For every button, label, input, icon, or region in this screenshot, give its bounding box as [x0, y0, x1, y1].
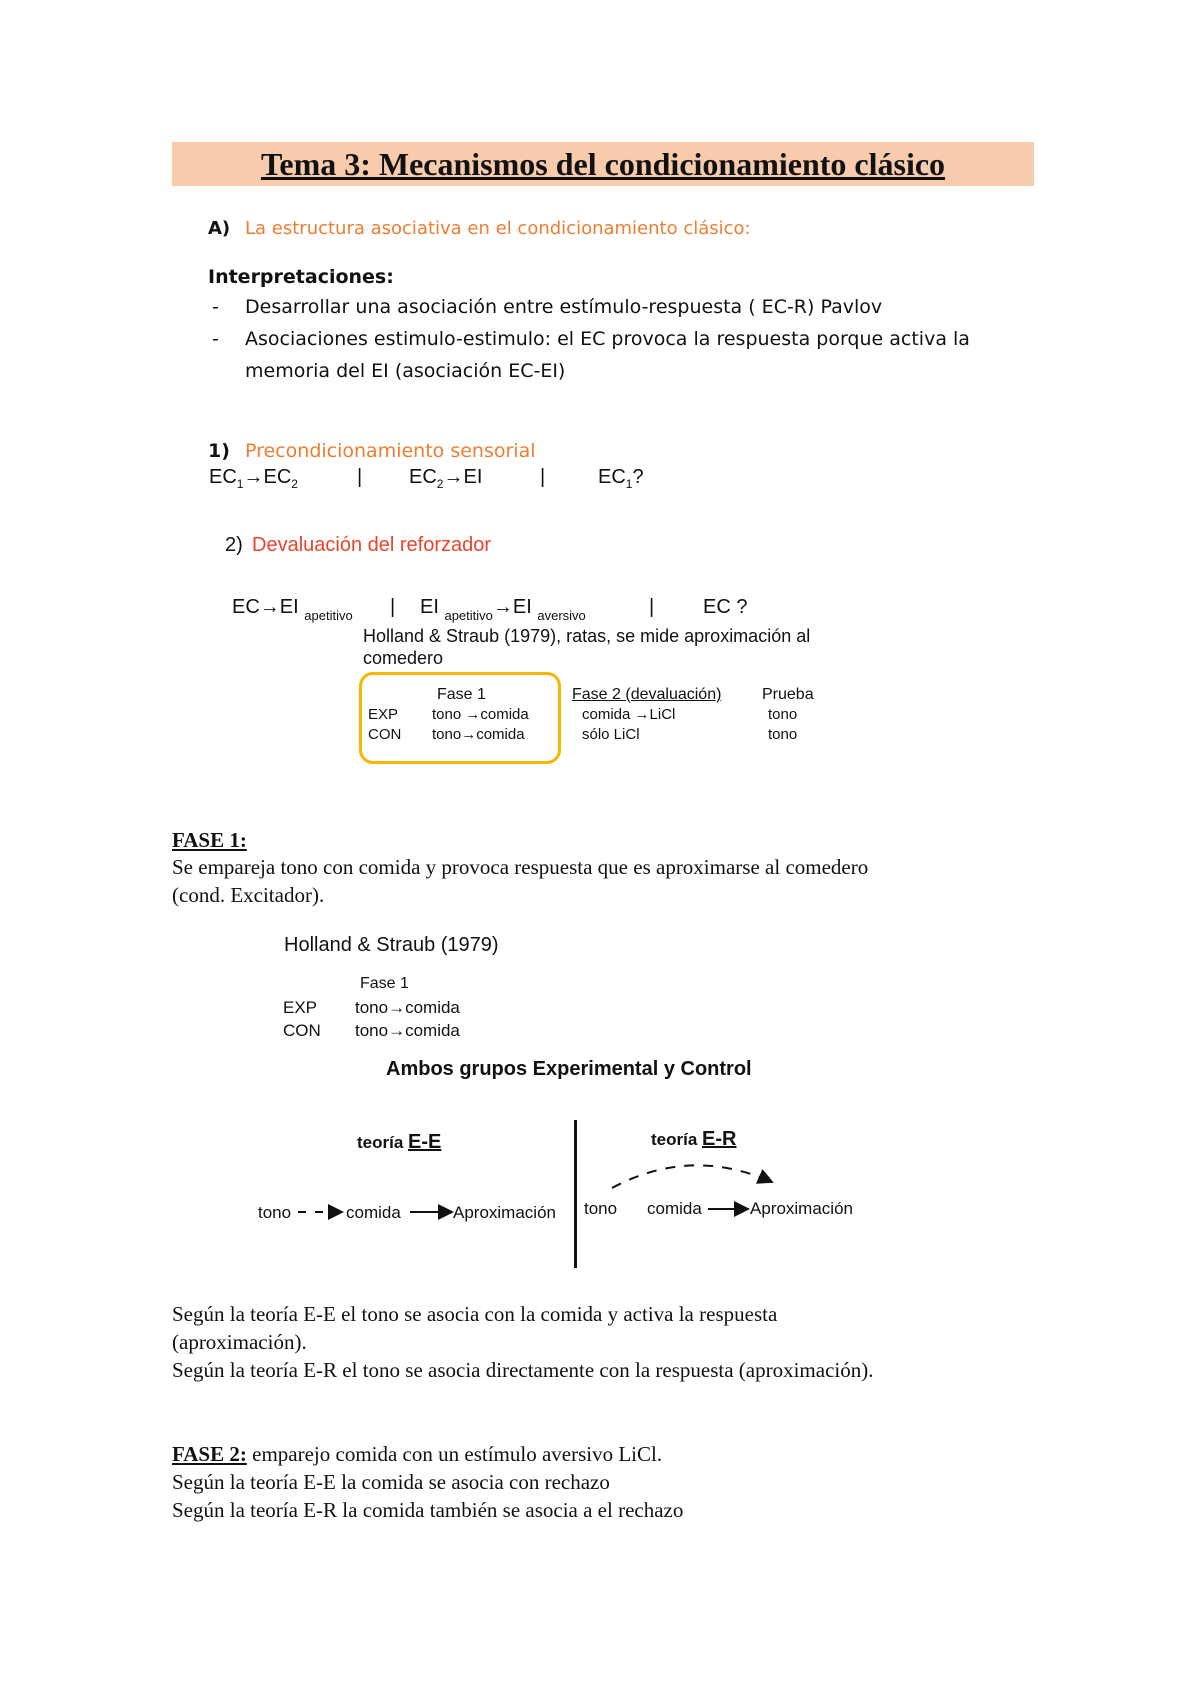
separator: |: [649, 596, 655, 618]
section-a-letter: A): [208, 218, 231, 239]
subscript: 2: [436, 477, 444, 491]
ee-comida: comida: [346, 1203, 401, 1222]
arrow-icon: →: [259, 596, 280, 618]
bullet-dash-1: -: [212, 296, 219, 318]
er-dashed-arc: [612, 1165, 772, 1188]
ee-aproximacion: Aproximación: [453, 1203, 556, 1222]
table-header-prueba: Prueba: [762, 686, 814, 703]
table-exp-fase2: comida →LiCl: [582, 706, 676, 723]
bullet-dash-2: -: [212, 328, 219, 350]
ei-label: EI: [279, 596, 299, 618]
table-con-fase1: tono→comida: [432, 726, 525, 743]
arrow-icon: →: [243, 466, 264, 488]
ec-label: EC: [263, 466, 292, 488]
ec-label: EC: [598, 466, 626, 488]
separator: |: [390, 596, 396, 618]
teoria-er-code: E-R: [702, 1128, 737, 1150]
interpretacion-2-line1: Asociaciones estimulo-estimulo: el EC provoca la respuesta porque activa la: [245, 328, 970, 350]
table-con-prueba: tono: [768, 726, 798, 743]
arrow-icon: →: [443, 466, 464, 488]
fase2-label: FASE 2:: [172, 1442, 247, 1466]
section-a-heading: La estructura asociativa en el condicionamiento clásico:: [245, 218, 751, 239]
subscript: 1: [625, 477, 633, 491]
reference-line-2: comedero: [363, 648, 444, 668]
table-header-fase2: Fase 2 (devaluación): [572, 686, 722, 703]
table-header-fase1: Fase 1: [437, 686, 486, 703]
teoria-word: teoría: [357, 1133, 404, 1152]
table-row-con-label: CON: [368, 726, 402, 743]
ei-label: EI: [420, 596, 439, 618]
question-mark: ?: [632, 466, 644, 488]
teoria-ee-code: E-E: [408, 1131, 442, 1153]
subscript: 1: [236, 477, 244, 491]
ei-label: EI: [463, 466, 483, 488]
section-1-number: 1): [208, 440, 230, 462]
separator: |: [357, 466, 363, 488]
figure2-fase-header: Fase 1: [360, 975, 409, 992]
fase2-text: emparejo comida con un estímulo aversivo LiCl.: [252, 1442, 663, 1466]
page-title: Tema 3: Mecanismos del condicionamiento clásico: [260, 146, 946, 182]
ei-label: EI: [512, 596, 532, 618]
section-2-number: 2): [225, 534, 243, 556]
fase2-line2: Según la teoría E-E la comida se asocia con rechazo: [172, 1470, 610, 1494]
er-tono: tono: [584, 1199, 618, 1218]
table-exp-prueba: tono: [768, 706, 798, 723]
ec-label: EC: [232, 596, 260, 618]
fase1-line2: (cond. Excitador).: [172, 883, 325, 907]
interpretacion-1: Desarrollar una asociación entre estímulo-respuesta ( EC-R) Pavlov: [245, 296, 883, 318]
ee-tono: tono: [258, 1203, 292, 1222]
interpretaciones-label: Interpretaciones:: [208, 266, 394, 288]
fase2-line3: Según la teoría E-R la comida también se asocia a el rechazo: [172, 1498, 684, 1522]
figure2-con-label: CON: [283, 1021, 321, 1040]
explanation-ee-line2: (aproximación).: [172, 1330, 307, 1354]
fase1-label: FASE 1:: [172, 828, 247, 852]
table-con-fase2: sólo LiCl: [582, 726, 640, 743]
explanation-ee-line1: Según la teoría E-E el tono se asocia con la comida y activa la respuesta: [172, 1302, 778, 1326]
figure2-exp-row: tono→comida: [355, 998, 460, 1017]
explanation-er: Según la teoría E-R el tono se asocia directamente con la respuesta (aproximación).: [172, 1358, 874, 1382]
subscript-apetitivo: apetitivo: [304, 608, 353, 623]
table-row-exp-label: EXP: [368, 706, 399, 723]
table-exp-fase1: tono →comida: [432, 706, 529, 723]
figure2-con-row: tono→comida: [355, 1021, 460, 1040]
ec-question: EC ?: [703, 596, 748, 618]
fase2-line1: [172, 1440, 662, 1468]
figure2-reference: Holland & Straub (1979): [284, 934, 499, 956]
fase1-line1: Se empareja tono con comida y provoca respuesta que es aproximarse al comedero: [172, 855, 869, 879]
er-aproximacion: Aproximación: [750, 1199, 853, 1218]
subscript: 2: [291, 477, 298, 491]
figure2-exp-label: EXP: [283, 998, 318, 1017]
interpretacion-2-line2: memoria del EI (asociación EC-EI): [245, 360, 566, 382]
teoria-word: teoría: [651, 1130, 698, 1149]
section-1-heading: Precondicionamiento sensorial: [245, 440, 536, 462]
separator: |: [540, 466, 546, 488]
section-2-heading: Devaluación del reforzador: [252, 534, 492, 556]
arrow-icon: →: [492, 596, 513, 618]
figure2-caption: Ambos grupos Experimental y Control: [386, 1058, 752, 1080]
subscript-apetitivo: apetitivo: [444, 608, 493, 623]
reference-line-1: Holland & Straub (1979), ratas, se mide aproximación al: [363, 626, 811, 646]
subscript-aversivo: aversivo: [537, 608, 586, 623]
er-comida: comida: [647, 1199, 702, 1218]
ec-label: EC: [209, 466, 237, 488]
ec-label: EC: [409, 466, 437, 488]
